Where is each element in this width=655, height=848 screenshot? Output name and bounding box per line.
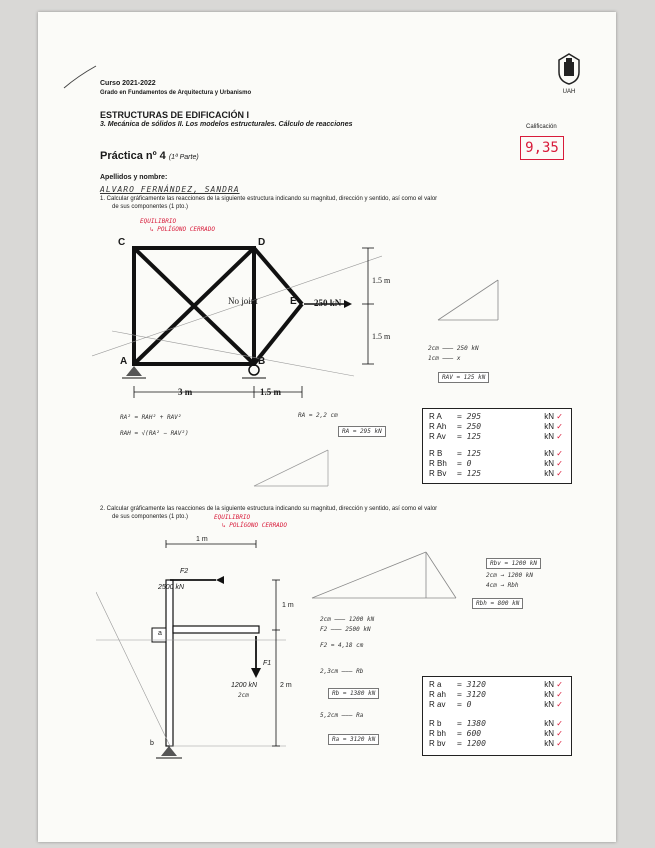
topic-line: 3. Mecánica de sólidos II. Los modelos estructurales. Cálculo de reacciones — [100, 121, 353, 128]
check-icon: ✓ — [556, 422, 563, 431]
label-f2: F2 — [180, 568, 189, 575]
unit-text: kN — [544, 469, 555, 478]
result-value: = 0 — [457, 700, 472, 709]
result-label: R ah — [429, 690, 446, 699]
p2-boxed-ra: Ra = 3120 kN — [328, 734, 379, 745]
p2-force-polygon — [306, 542, 476, 616]
node-d: D — [258, 237, 266, 248]
student-name: ALVARO FERNÁNDEZ, SANDRA — [100, 185, 240, 194]
p1-boxed-rav: RAV = 125 kN — [438, 372, 489, 383]
node-e: E — [290, 296, 297, 307]
check-icon: ✓ — [556, 680, 563, 689]
p1-boxed-ra: RA = 295 kN — [338, 426, 386, 437]
p1-note-equilibrium: EQUILIBRIO — [140, 218, 177, 225]
result-value: = 295 — [457, 412, 482, 421]
unit-text: kN — [544, 459, 555, 468]
dim-width-1-5m: 1.5 m — [260, 387, 281, 397]
p1-formula1: RA² = RAH² + RAV² — [120, 414, 182, 421]
node-a: A — [120, 356, 128, 367]
result-row — [429, 449, 442, 458]
p1-formula2: RAH = √(RA² − RAV²) — [120, 430, 189, 437]
check-icon: ✓ — [556, 729, 563, 738]
result-value: = 125 — [457, 469, 482, 478]
result-unit — [544, 412, 563, 421]
result-row — [429, 469, 446, 478]
dim-height-top: 1.5 m — [372, 276, 391, 285]
result-value: = 1200 — [457, 739, 486, 748]
result-row — [429, 719, 441, 728]
problem1-statement-cont: de sus componentes (1 pto.) — [112, 204, 189, 210]
p2-scale-b: 4cm → Rbh — [486, 582, 519, 589]
result-value: = 125 — [457, 449, 482, 458]
problem1-results-box — [422, 408, 572, 484]
result-value: = 3120 — [457, 690, 486, 699]
check-icon: ✓ — [556, 469, 563, 478]
p1-scale-line1: 2cm ——— 250 kN — [428, 345, 479, 352]
load-1200-label: 1200 kN — [231, 682, 258, 689]
result-row — [429, 729, 446, 738]
unit-text: kN — [544, 680, 555, 689]
subject-title: ESTRUCTURAS DE EDIFICACIÓN I — [100, 110, 250, 120]
no-joint-label: No joint — [228, 296, 258, 306]
load-250-label: 250 kN — [314, 298, 342, 308]
practice-part: (1ª Parte) — [168, 154, 199, 161]
unit-text: kN — [544, 412, 555, 421]
grade-value: 9,35 — [520, 136, 564, 160]
result-unit — [544, 690, 563, 699]
p2-ra-scale: 5,2cm ——— Ra — [320, 712, 364, 719]
result-value: = 3120 — [457, 680, 486, 689]
p2-scale-line2: F2 ——— 2500 kN — [320, 626, 371, 633]
result-unit — [544, 432, 563, 441]
result-unit — [544, 422, 563, 431]
result-unit — [544, 459, 563, 468]
check-icon: ✓ — [556, 719, 563, 728]
result-label: R Ah — [429, 422, 447, 431]
result-label: R bv — [429, 739, 446, 748]
dim-height-bottom: 1.5 m — [372, 332, 391, 341]
logo-caption: UAH — [562, 89, 576, 95]
result-row — [429, 739, 445, 748]
result-unit — [544, 739, 563, 748]
name-label: Apellidos y nombre: — [100, 174, 168, 181]
unit-text: kN — [544, 700, 555, 709]
dim-mid-1m: 1 m — [282, 602, 294, 609]
p2-f2-length: F2 = 4,18 cm — [320, 642, 364, 649]
p2-rb-scale: 2,3cm ——— Rb — [320, 668, 364, 675]
result-unit — [544, 469, 563, 478]
node-b-p2: b — [150, 740, 154, 747]
node-c: C — [118, 237, 126, 248]
course-year: Curso 2021-2022 — [100, 80, 156, 87]
node-b: B — [258, 356, 266, 367]
p2-boxed-rb: Rb = 1380 kN — [328, 688, 379, 699]
degree-name: Grado en Fundamentos de Arquitectura y Urbanismo — [100, 90, 252, 96]
check-icon: ✓ — [556, 459, 563, 468]
dim-top-1m: 1 m — [196, 536, 208, 543]
result-row — [429, 690, 446, 699]
problem2-results-box — [422, 676, 572, 756]
p2-note-polygon: ↳ POLÍGONO CERRADO — [222, 522, 288, 529]
p1-force-polygon — [428, 270, 518, 332]
unit-text: kN — [544, 432, 555, 441]
result-value: = 125 — [457, 432, 482, 441]
p2-boxed-rbv: Rbv = 1200 kN — [486, 558, 541, 569]
problem1-statement: 1. Calcular gráficamente las reacciones de la siguiente estructura indicando su magnitud, dirección y sentido, así como el valor — [100, 196, 438, 202]
result-label: R bh — [429, 729, 446, 738]
result-value: = 250 — [457, 422, 482, 431]
result-label: R A — [429, 412, 442, 421]
pencil-stroke — [60, 62, 100, 92]
result-unit — [544, 680, 563, 689]
result-label: R av — [429, 700, 446, 709]
university-logo-icon — [552, 52, 586, 95]
unit-text: kN — [544, 739, 555, 748]
result-unit — [544, 719, 563, 728]
result-label: R Bh — [429, 459, 447, 468]
p1-ra-length: RA = 2,2 cm — [298, 412, 338, 419]
dim-width-3m: 3 m — [178, 387, 193, 397]
p1-scale-line2: 1cm ——— x — [428, 355, 461, 362]
check-icon: ✓ — [556, 412, 563, 421]
result-row — [429, 459, 447, 468]
p2-scale-a: 2cm → 1200 kN — [486, 572, 533, 579]
result-row — [429, 432, 446, 441]
result-label: R B — [429, 449, 443, 458]
exam-sheet — [38, 12, 616, 842]
result-unit — [544, 729, 563, 738]
result-value: = 0 — [457, 459, 472, 468]
p2-scale-line1: 2cm ——— 1200 kN — [320, 616, 375, 623]
result-unit — [544, 449, 563, 458]
result-row — [429, 412, 442, 421]
problem2-statement-cont: de sus componentes (1 pto.) — [112, 514, 189, 520]
result-label: R b — [429, 719, 442, 728]
check-icon: ✓ — [556, 739, 563, 748]
unit-text: kN — [544, 449, 555, 458]
unit-text: kN — [544, 729, 555, 738]
problem1-truss-diagram — [92, 236, 382, 408]
check-icon: ✓ — [556, 432, 563, 441]
result-label: R a — [429, 680, 442, 689]
unit-text: kN — [544, 719, 555, 728]
result-label: R Bv — [429, 469, 447, 478]
grade-label: Calificación — [526, 124, 557, 130]
unit-text: kN — [544, 422, 555, 431]
practice-heading — [100, 150, 199, 162]
load-2500-label: 2500 kN — [158, 584, 185, 591]
problem2-statement: 2. Calcular gráficamente las reacciones de la siguiente estructura indicando su magnitud, dirección y sentido, así como el valor — [100, 506, 438, 512]
result-unit — [544, 700, 563, 709]
result-value: = 600 — [457, 729, 482, 738]
node-a-p2: a — [158, 630, 162, 637]
result-label: R Av — [429, 432, 446, 441]
check-icon: ✓ — [556, 700, 563, 709]
p2-note-equilibrium: EQUILIBRIO — [214, 514, 251, 521]
dim-side-2m: 2 m — [280, 682, 292, 689]
result-row — [429, 422, 446, 431]
load-1200-hand: 2cm — [238, 692, 249, 699]
practice-title: Práctica nº 4 — [100, 150, 166, 162]
problem2-frame-diagram — [96, 532, 296, 764]
check-icon: ✓ — [556, 690, 563, 699]
p2-boxed-rbh: Rbh = 800 kN — [472, 598, 523, 609]
result-row — [429, 680, 441, 689]
result-value: = 1380 — [457, 719, 486, 728]
label-f1: F1 — [263, 660, 272, 667]
unit-text: kN — [544, 690, 555, 699]
p1-hand-triangle — [248, 442, 338, 492]
p1-note-polygon: ↳ POLÍGONO CERRADO — [150, 226, 216, 233]
result-row — [429, 700, 445, 709]
check-icon: ✓ — [556, 449, 563, 458]
